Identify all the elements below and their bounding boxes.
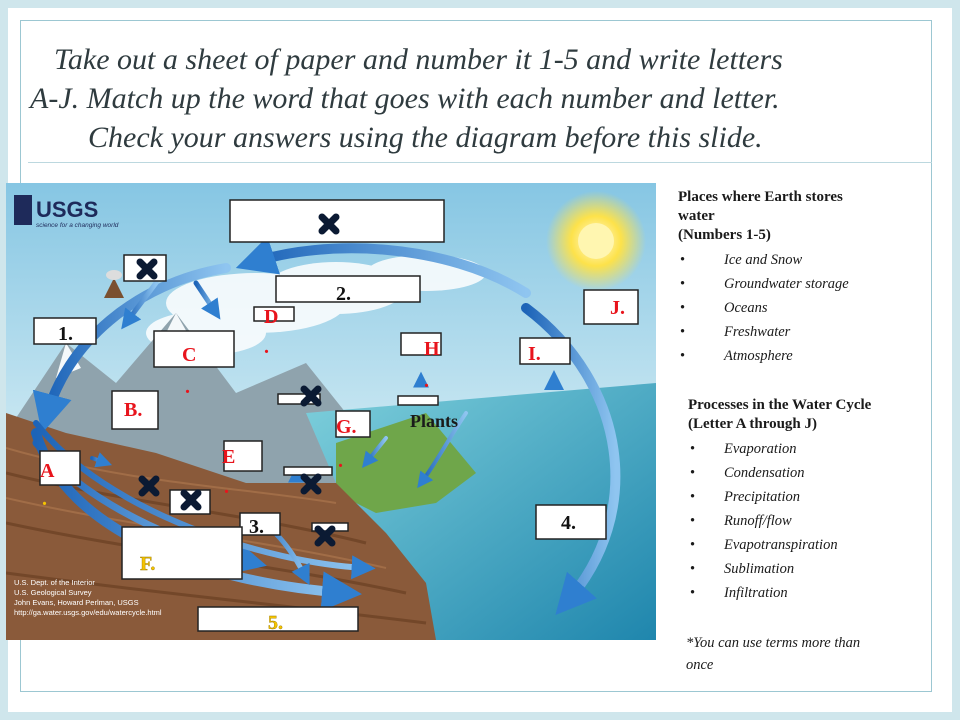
- letter-label-i: I.: [528, 343, 541, 365]
- process-list: [688, 437, 938, 605]
- cross-icon: [142, 479, 156, 493]
- number-label-5: 5.: [268, 612, 283, 634]
- process-item: • Infiltration: [688, 581, 938, 605]
- sun-core: [578, 223, 614, 259]
- storage-item: • Oceans: [678, 296, 928, 320]
- storage-item: • Groundwater storage: [678, 272, 928, 296]
- usgs-logo-tagline: science for a changing world: [36, 222, 119, 229]
- title-divider: [28, 162, 932, 163]
- letter-label-e: E: [222, 446, 236, 468]
- letter-label-c: C: [182, 344, 197, 366]
- process-item: • Evapotranspiration: [688, 533, 938, 557]
- process-item: • Precipitation: [688, 485, 938, 509]
- cross-icon: [304, 389, 318, 403]
- credit-line: John Evans, Howard Perlman, USGS: [14, 598, 139, 607]
- storage-heading: Places where Earth stores water (Numbers 1-5): [678, 189, 843, 243]
- letter-label-j: J.: [610, 297, 625, 319]
- number-label-1: 1.: [58, 323, 73, 345]
- storage-item: • Atmosphere: [678, 344, 928, 368]
- plants-label: Plants: [410, 411, 459, 431]
- letter-label-e-dot: .: [224, 476, 229, 498]
- process-item: • Evaporation: [688, 437, 938, 461]
- process-panel: [688, 396, 938, 605]
- usgs-logo-text: USGS: [36, 197, 99, 222]
- title-line-3: Check your answers using the diagram before this slide.: [88, 121, 763, 154]
- reuse-note: [686, 632, 936, 676]
- storage-panel: [678, 188, 928, 368]
- storage-item: • Ice and Snow: [678, 248, 928, 272]
- letter-label-a-dot: .: [42, 488, 47, 510]
- letter-label-b: B.: [124, 399, 143, 421]
- letter-label-f: F.: [140, 553, 156, 575]
- note-line-2: once: [686, 657, 714, 673]
- process-item: • Condensation: [688, 461, 938, 485]
- credit-line: http://ga.water.usgs.gov/edu/watercycle.html: [14, 608, 162, 617]
- number-label-3: 3.: [249, 516, 264, 538]
- letter-label-c-dot: .: [185, 376, 190, 398]
- note-line-1: *You can use terms more than: [686, 635, 861, 651]
- letter-label-h-dot: .: [424, 370, 429, 392]
- cross-icon: [140, 262, 154, 276]
- cross-icon: [322, 217, 336, 231]
- letter-label-h: H: [424, 338, 440, 360]
- process-item: • Sublimation: [688, 557, 938, 581]
- process-item: • Runoff/flow: [688, 509, 938, 533]
- number-label-4: 4.: [561, 512, 576, 534]
- instructions-title: [30, 40, 910, 157]
- letter-label-g-dot: .: [338, 450, 343, 472]
- cross-icon: [304, 477, 318, 491]
- number-label-2: 2.: [336, 283, 351, 305]
- credit-line: U.S. Geological Survey: [14, 588, 92, 597]
- storage-list: [678, 248, 928, 368]
- process-heading: Processes in the Water Cycle (Letter A through J): [688, 397, 872, 432]
- letter-label-d: D: [264, 306, 279, 328]
- credit-line: U.S. Dept. of the Interior: [14, 578, 95, 587]
- water-cycle-diagram: [6, 183, 656, 640]
- title-line-1: Take out a sheet of paper and number it 1-5 and write letters: [54, 43, 783, 76]
- letter-label-d-dot: .: [264, 336, 269, 358]
- cross-icon: [184, 493, 198, 507]
- storage-item: • Freshwater: [678, 320, 928, 344]
- cross-icon: [318, 529, 332, 543]
- letter-label-a: A: [40, 460, 55, 482]
- title-line-2: A-J. Match up the word that goes with each number and letter.: [30, 82, 780, 115]
- letter-label-g: G.: [336, 416, 357, 438]
